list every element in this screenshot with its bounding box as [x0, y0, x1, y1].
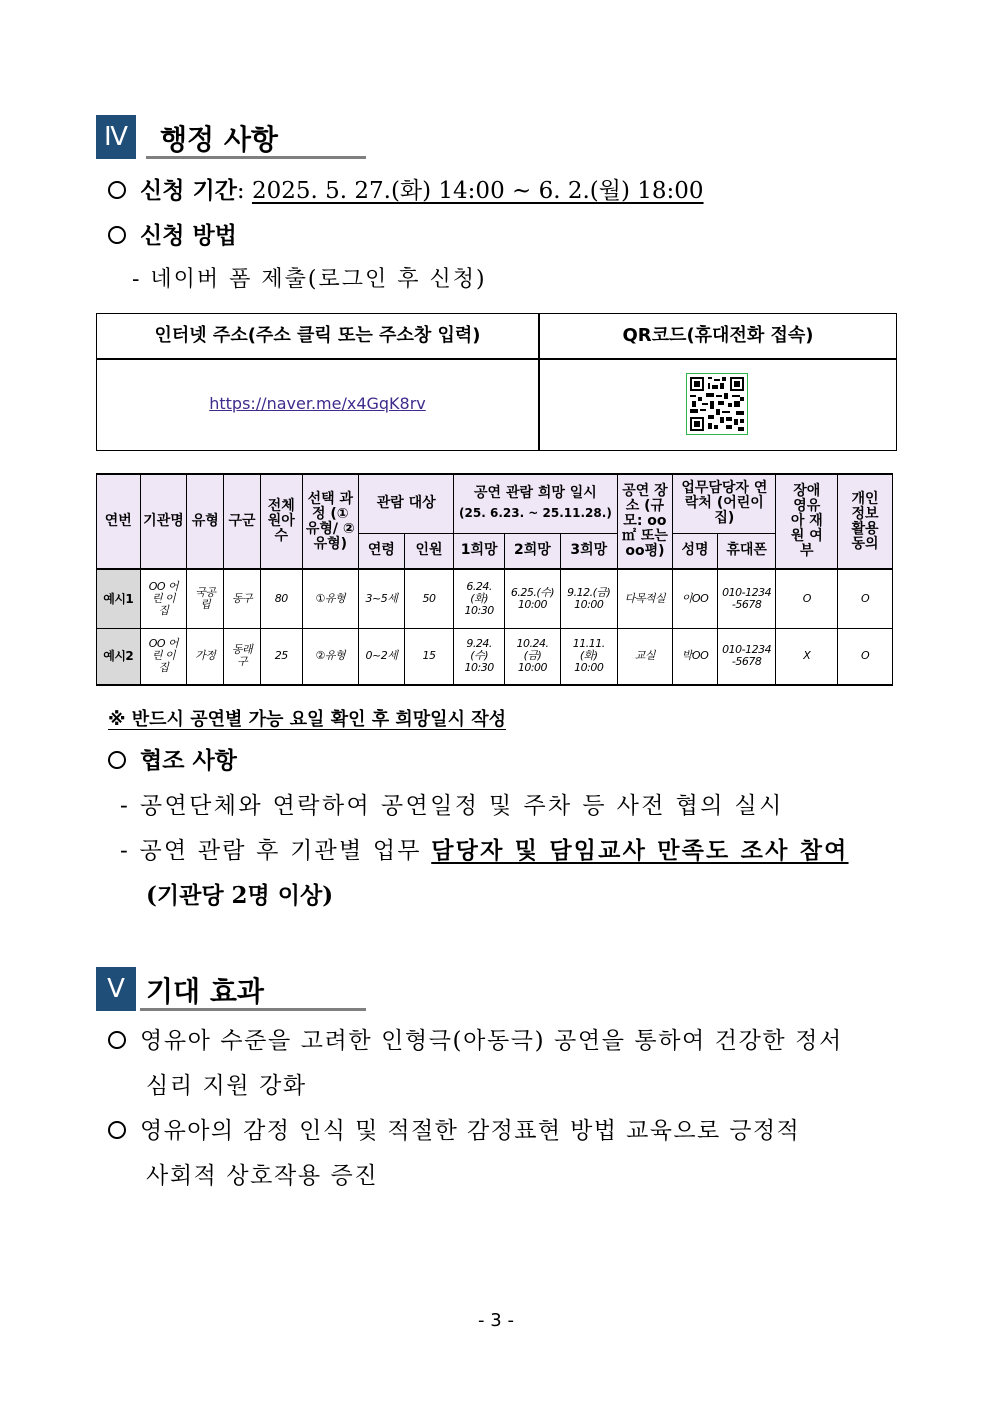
header-phone: 휴대폰: [717, 533, 776, 569]
header-consent: 개인 정보 활용 동의: [838, 474, 893, 569]
table-row: 예시1 OO 어린 이집 국공 립 동구 80 ①유형 3~5세 50 6.24.(화) 10:30 6.25.(수) 10:00 9.12.(금) 10:00 다목적실 이OO 010-1234 -5678 O O: [97, 569, 893, 628]
application-period: 신청 기간: 2025. 5. 27.(화) 14:00 ~ 6. 2.(월) 18:00: [108, 172, 704, 205]
url-header: 인터넷 주소(주소 클릭 또는 주소창 입력): [154, 325, 481, 346]
section-5-title: 기대 효과: [146, 975, 264, 1008]
qr-code-icon[interactable]: [686, 373, 748, 435]
section-4-rule: [146, 156, 366, 159]
header-people: 인원: [404, 533, 453, 569]
effect-item-2-cont: 사회적 상호작용 증진: [146, 1163, 379, 1189]
header-course: 선택 과정 (①유형/ ②유형): [302, 474, 359, 569]
qr-header: QR코드(휴대전화 접속): [622, 325, 814, 346]
form-url-link[interactable]: https://naver.me/x4GqK8rv: [209, 394, 426, 413]
header-wish: 공연 관람 희망 일시 (25. 6.23. ~ 25.11.28.): [454, 474, 617, 533]
header-venue: 공연 장소 (규모: oo㎡ 또는 oo평): [617, 474, 673, 569]
cooperation-item-2: - 공연 관람 후 기관별 업무 담당자 및 담임교사 만족도 조사 참여: [120, 837, 849, 864]
header-disabled: 장애 영유아 재원 여부: [776, 474, 838, 569]
header-no: 연번: [97, 474, 141, 569]
circle-bullet-icon: [108, 226, 126, 244]
header-org: 기관명: [140, 474, 187, 569]
table-note: ※ 반드시 공연별 가능 요일 확인 후 희망일시 작성: [108, 709, 507, 730]
header-w3: 3희망: [560, 533, 617, 569]
effect-item-1: 영유아 수준을 고려한 인형극(아동극) 공연을 통하여 건강한 정서: [108, 1022, 843, 1055]
header-district: 구군: [224, 474, 261, 569]
application-table: [96, 473, 893, 686]
header-type: 유형: [187, 474, 224, 569]
effect-item-1-cont: 심리 지원 강화: [146, 1073, 307, 1099]
url-qr-box: [96, 313, 897, 451]
method-detail: - 네이버 폼 제출(로그인 후 신청): [132, 267, 487, 292]
header-w2: 2희망: [505, 533, 561, 569]
header-name: 성명: [673, 533, 718, 569]
header-audience: 관람 대상: [359, 474, 454, 533]
circle-bullet-icon: [108, 181, 126, 199]
table-row: 예시2 OO 어린 이집 가정 동래 구 25 ②유형 0~2세 15 9.24.(수) 10:30 10.24.(금) 10:00 11.11.(화) 10:00 교실 박OO 010-1234 -5678 X O: [97, 628, 893, 685]
application-method: 신청 방법: [108, 217, 237, 250]
circle-bullet-icon: [108, 1031, 126, 1049]
circle-bullet-icon: [108, 751, 126, 769]
section-5-rule: [140, 1008, 366, 1011]
section-5-badge: Ⅴ: [96, 967, 136, 1011]
section-4-badge: Ⅳ: [96, 115, 136, 159]
header-total: 전체 원아 수: [260, 474, 302, 569]
header-age: 연령: [359, 533, 405, 569]
cooperation-item-1: - 공연단체와 연락하여 공연일정 및 주차 등 사전 협의 실시: [120, 793, 784, 819]
page-number: - 3 -: [478, 1310, 514, 1331]
header-w1: 1희망: [454, 533, 505, 569]
effect-item-2: 영유아의 감정 인식 및 적절한 감정표현 방법 교육으로 긍정적: [108, 1112, 800, 1145]
circle-bullet-icon: [108, 1121, 126, 1139]
cooperation-heading: 협조 사항: [108, 742, 237, 775]
cooperation-item-2-cont: (기관당 2명 이상): [146, 882, 334, 909]
section-4-title: 행정 사항: [160, 123, 278, 156]
header-contact: 업무담당자 연락처 (어린이집): [673, 474, 776, 533]
